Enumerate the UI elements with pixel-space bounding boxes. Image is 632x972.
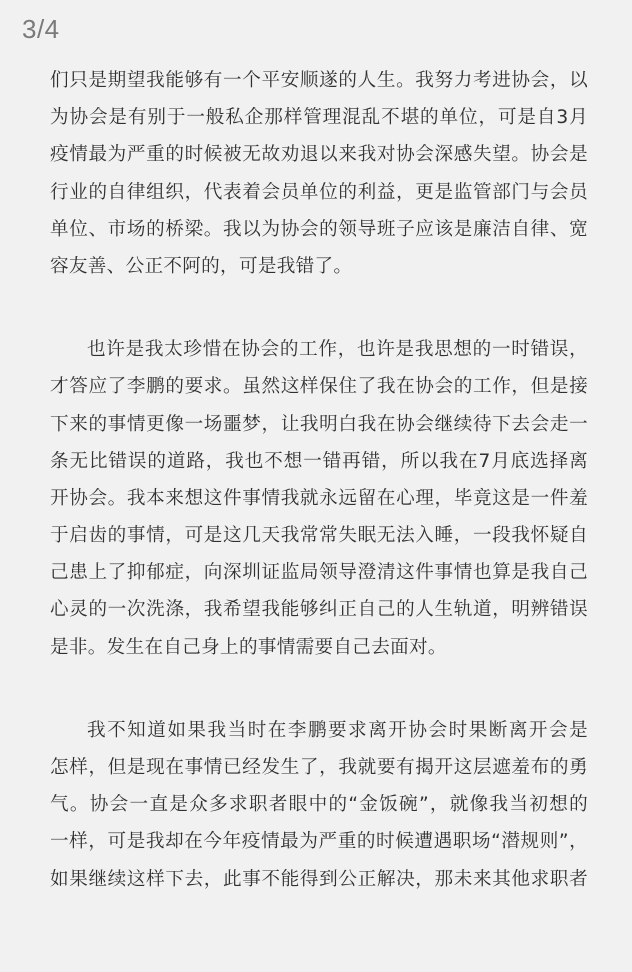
text-line: 我不知道如果我当时在李鹏要求离开协会时果断离开会是 [87, 719, 588, 741]
paragraph-gap [50, 285, 588, 331]
document-body [50, 62, 588, 898]
paragraph-3 [50, 712, 588, 898]
text-line: 气。协会一直是众多求职者眼中的“金饭碗”，就像我当初想的 [50, 794, 588, 816]
page-indicator: 3/4 [22, 14, 60, 44]
text-line: 一样，可是我却在今年疫情最为严重的时候遭遇职场“潜规则”， [50, 831, 588, 853]
text-line: 容友善、公正不阿的，可是我错了。 [50, 255, 353, 277]
text-line: 条无比错误的道路，我也不想一错再错，所以我在7月底选择离 [50, 450, 588, 472]
paragraph-gap [50, 666, 588, 712]
text-line: 开协会。我本来想这件事情我就永远留在心理，毕竟这是一件羞 [50, 487, 588, 509]
text-line: 行业的自律组织，代表着会员单位的利益，更是监管部门与会员 [50, 181, 588, 203]
text-line: 于启齿的事情，可是这几天我常常失眠无法入睡，一段我怀疑自 [50, 525, 588, 547]
text-line: 下来的事情更像一场噩梦，让我明白我在协会继续待下去会走一 [50, 413, 588, 435]
text-line: 单位、市场的桥梁。我以为协会的领导班子应该是廉洁自律、宽 [50, 218, 588, 240]
text-line: 也许是我太珍惜在协会的工作，也许是我思想的一时错误， [87, 339, 588, 361]
text-line: 疫情最为严重的时候被无故劝退以来我对协会深感失望。协会是 [50, 144, 588, 166]
text-line: 怎样，但是现在事情已经发生了，我就要有揭开这层遮羞布的勇 [50, 757, 588, 778]
text-line: 们只是期望我能够有一个平安顺遂的人生。我努力考进协会，以 [50, 70, 588, 91]
paragraph-2 [50, 331, 588, 666]
text-line: 己患上了抑郁症，向深圳证监局领导澄清这件事情也算是我自己 [50, 562, 588, 584]
text-line: 心灵的一次洗涤，我希望我能够纠正自己的人生轨道，明辨错误 [50, 599, 588, 621]
text-line: 是非。发生在自己身上的事情需要自己去面对。 [50, 636, 447, 658]
text-line: 如果继续这样下去，此事不能得到公正解决，那未来其他求职者 [50, 868, 588, 890]
text-line: 为协会是有别于一般私企那样管理混乱不堪的单位，可是自3月 [50, 107, 588, 129]
paragraph-1 [50, 62, 588, 285]
text-line: 才答应了李鹏的要求。虽然这样保住了我在协会的工作，但是接 [50, 376, 588, 398]
